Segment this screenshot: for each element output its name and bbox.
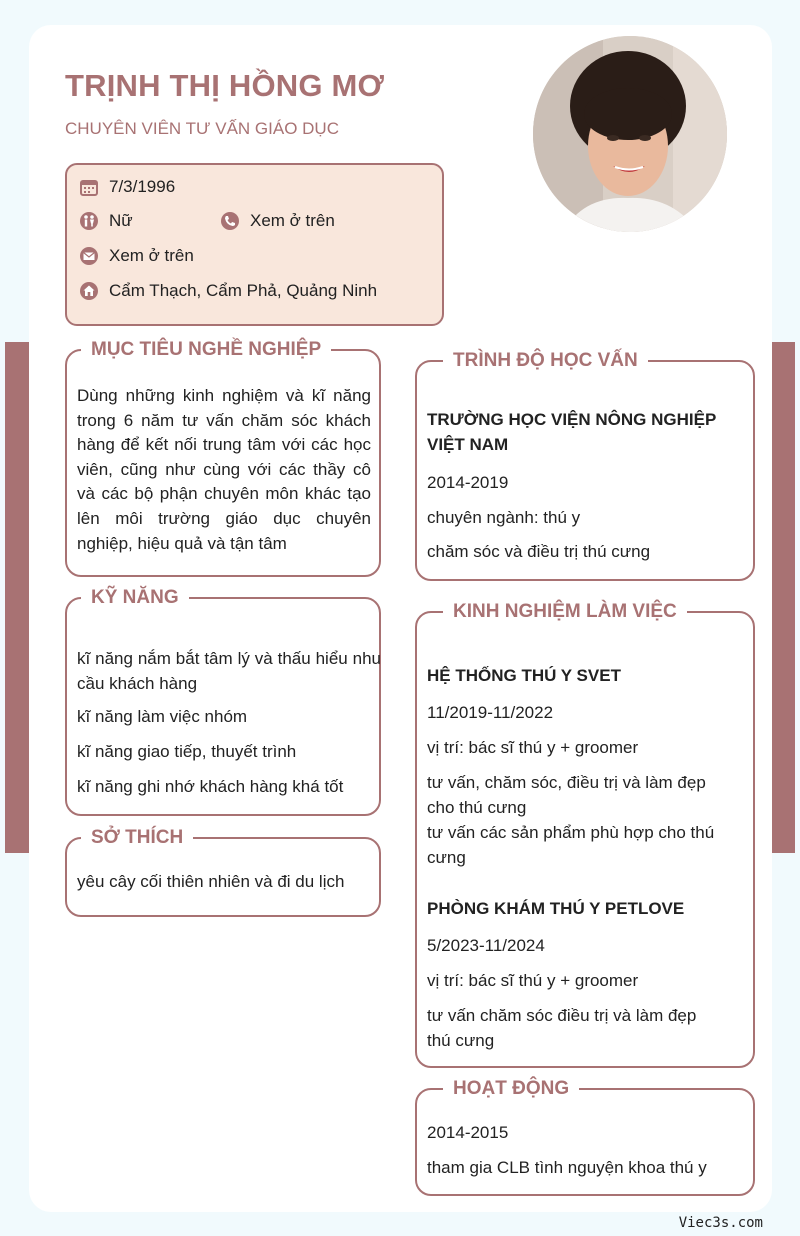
contact-dob-value: 7/3/1996 <box>109 177 176 196</box>
education-school: TRƯỜNG HỌC VIỆN NÔNG NGHIỆP VIỆT NAM <box>427 410 716 454</box>
contact-gender-value: Nữ <box>109 211 133 230</box>
skill-item: kĩ năng giao tiếp, thuyết trình <box>77 742 297 761</box>
contact-phone <box>220 211 335 231</box>
education-detail: chăm sóc và điều trị thú cưng <box>427 542 651 561</box>
job-role: vị trí: bác sĩ thú y + groomer <box>427 971 639 990</box>
gender-icon <box>79 211 99 231</box>
experience-section <box>415 601 755 1068</box>
skill-item: kĩ năng làm việc nhóm <box>77 707 248 726</box>
education-major: chuyên ngành: thú y <box>427 508 581 527</box>
job-company: PHÒNG KHÁM THÚ Y PETLOVE <box>427 899 685 918</box>
candidate-position: CHUYÊN VIÊN TƯ VẤN GIÁO DỤC <box>65 119 339 138</box>
education-heading: TRÌNH ĐỘ HỌC VẤN <box>443 348 648 374</box>
contact-address-value: Cẩm Thạch, Cẩm Phả, Quảng Ninh <box>109 281 378 300</box>
skills-heading: KỸ NĂNG <box>81 585 189 611</box>
skill-item: kĩ năng nắm bắt tâm lý và thấu hiểu nhu cầu khách hàng <box>77 649 381 693</box>
education-section <box>415 350 755 581</box>
education-period: 2014-2019 <box>427 473 509 492</box>
job-period: 5/2023-11/2024 <box>427 936 545 955</box>
skills-section <box>65 587 381 816</box>
contact-phone-value: Xem ở trên <box>250 211 335 230</box>
hobbies-text: yêu cây cối thiên nhiên và đi du lịch <box>77 872 345 891</box>
activities-text: tham gia CLB tình nguyện khoa thú y <box>427 1158 707 1177</box>
activities-section <box>415 1078 755 1196</box>
watermark: Viec3s.com <box>678 1215 763 1231</box>
contact-address <box>79 281 377 301</box>
profile-photo <box>533 36 727 232</box>
objective-section <box>65 339 381 577</box>
contact-dob <box>79 177 175 197</box>
job-role: vị trí: bác sĩ thú y + groomer <box>427 738 639 757</box>
activities-period: 2014-2015 <box>427 1123 509 1142</box>
hobbies-section <box>65 827 381 917</box>
skill-item: kĩ năng ghi nhớ khách hàng khá tốt <box>77 777 344 796</box>
email-icon <box>79 246 99 266</box>
job-company: HỆ THỐNG THÚ Y SVET <box>427 666 621 685</box>
home-icon <box>79 281 99 301</box>
job-period: 11/2019-11/2022 <box>427 703 554 722</box>
contact-box <box>65 163 444 326</box>
objective-heading: MỤC TIÊU NGHỀ NGHIỆP <box>81 337 331 363</box>
contact-email <box>79 246 194 266</box>
calendar-icon <box>79 177 99 197</box>
contact-email-value: Xem ở trên <box>109 246 194 265</box>
experience-heading: KINH NGHIỆM LÀM VIỆC <box>443 599 687 625</box>
job-description: tư vấn, chăm sóc, điều trị và làm đẹp cho thú cưng <box>427 773 706 817</box>
job-description: tư vấn chăm sóc điều trị và làm đẹp thú cưng <box>427 1006 697 1050</box>
objective-text: Dùng những kinh nghiệm và kĩ năng trong 6 năm tư vấn chăm sóc khách hàng để kết nối trung tâm với các học viên, cũng như cùng với các thầy cô và các bộ phận chuyên môn khác tạo lên môi trường giáo dục chuyên nghiệp, hiệu quả và tận tâm <box>77 386 371 553</box>
candidate-name: TRỊNH THỊ HỒNG MƠ <box>65 68 385 103</box>
hobbies-heading: SỞ THÍCH <box>81 825 193 851</box>
contact-gender <box>79 211 133 231</box>
activities-heading: HOẠT ĐỘNG <box>443 1076 579 1102</box>
job-description: tư vấn các sản phẩm phù hợp cho thú cưng <box>427 823 715 867</box>
phone-icon <box>220 211 240 231</box>
